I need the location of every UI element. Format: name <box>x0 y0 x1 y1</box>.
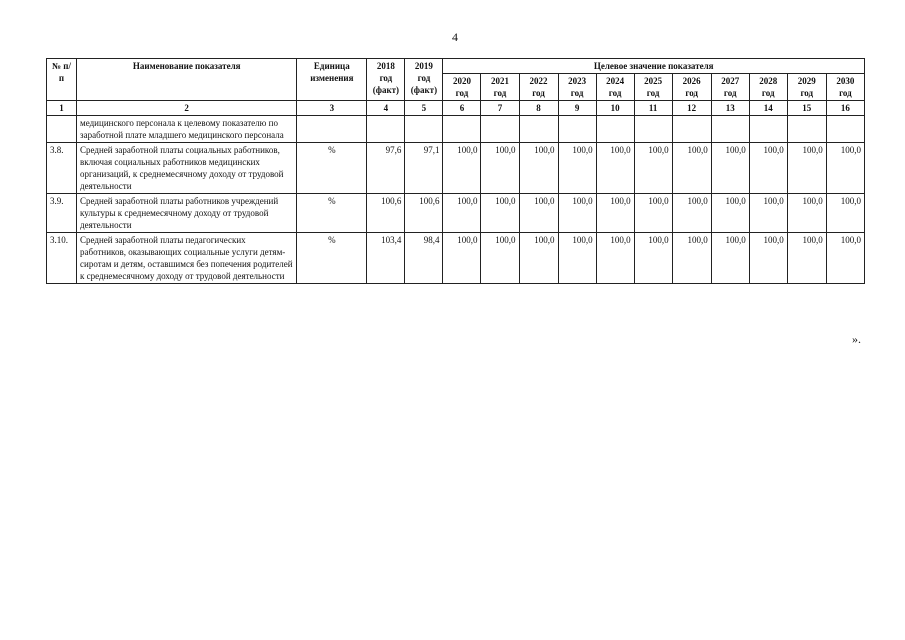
target-value: 100,0 <box>481 194 519 233</box>
index-cell: 8 <box>519 101 558 116</box>
index-cell: 11 <box>634 101 672 116</box>
target-value <box>481 116 519 143</box>
index-cell: 10 <box>596 101 634 116</box>
unit-cell: % <box>297 233 367 284</box>
target-value: 100,0 <box>596 233 634 284</box>
target-value: 100,0 <box>443 194 481 233</box>
header-year: 2028 год <box>749 74 787 101</box>
index-cell: 4 <box>367 101 405 116</box>
index-cell: 16 <box>826 101 864 116</box>
header-year: 2021 год <box>481 74 519 101</box>
header-year: 2026 год <box>672 74 711 101</box>
target-value <box>634 116 672 143</box>
target-value <box>558 116 596 143</box>
header-year: 2030 год <box>826 74 864 101</box>
index-cell: 5 <box>405 101 443 116</box>
target-value: 100,0 <box>519 233 558 284</box>
target-value: 100,0 <box>519 194 558 233</box>
row-number: 3.9. <box>47 194 77 233</box>
value-2018: 100,6 <box>367 194 405 233</box>
table-row <box>47 233 865 284</box>
row-number: 3.10. <box>47 233 77 284</box>
target-value: 100,0 <box>634 143 672 194</box>
target-value <box>711 116 749 143</box>
target-value: 100,0 <box>481 143 519 194</box>
target-value: 100,0 <box>711 233 749 284</box>
target-value: 100,0 <box>443 233 481 284</box>
target-value <box>749 116 787 143</box>
value-2019: 97,1 <box>405 143 443 194</box>
header-year: 2025 год <box>634 74 672 101</box>
value-2018: 97,6 <box>367 143 405 194</box>
indicator-name: Средней заработной платы социальных работников, включая социальных работников медицинских организаций, к среднемесячному доходу от трудовой деятельности <box>77 143 297 194</box>
header-name: Наименование показателя <box>77 59 297 101</box>
target-value: 100,0 <box>749 233 787 284</box>
page-number: 4 <box>452 30 458 44</box>
index-cell: 12 <box>672 101 711 116</box>
value-2019: 98,4 <box>405 233 443 284</box>
index-cell: 2 <box>77 101 297 116</box>
target-value: 100,0 <box>596 194 634 233</box>
index-cell: 13 <box>711 101 749 116</box>
closing-mark: ». <box>852 332 861 346</box>
header-year: 2024 год <box>596 74 634 101</box>
target-value: 100,0 <box>672 233 711 284</box>
target-value: 100,0 <box>787 233 826 284</box>
target-value: 100,0 <box>749 143 787 194</box>
row-number <box>47 116 77 143</box>
indicator-name: Средней заработной платы педагогических работников, оказывающих социальные услуги детям-сиротам и детям, оставшимся без попечения родителей к среднемесячному доходу от трудовой деятельности <box>77 233 297 284</box>
target-value: 100,0 <box>672 194 711 233</box>
target-value: 100,0 <box>558 143 596 194</box>
value-2019 <box>405 116 443 143</box>
target-value <box>672 116 711 143</box>
target-value: 100,0 <box>787 143 826 194</box>
target-value: 100,0 <box>481 233 519 284</box>
row-number: 3.8. <box>47 143 77 194</box>
index-cell: 6 <box>443 101 481 116</box>
table-row <box>47 116 865 143</box>
indicator-name: Средней заработной платы работников учреждений культуры к среднемесячному доходу от трудовой деятельности <box>77 194 297 233</box>
header-num: № п/п <box>47 59 77 101</box>
index-cell: 15 <box>787 101 826 116</box>
header-target: Целевое значение показателя <box>443 59 865 74</box>
target-value <box>443 116 481 143</box>
index-cell: 3 <box>297 101 367 116</box>
target-value <box>826 116 864 143</box>
target-value: 100,0 <box>672 143 711 194</box>
unit-cell: % <box>297 194 367 233</box>
target-value: 100,0 <box>634 233 672 284</box>
indicator-name: медицинского персонала к целевому показателю по заработной плате младшего медицинского персонала <box>77 116 297 143</box>
header-2018: 2018 год (факт) <box>367 59 405 101</box>
unit-cell <box>297 116 367 143</box>
value-2018: 103,4 <box>367 233 405 284</box>
target-value: 100,0 <box>711 143 749 194</box>
target-value: 100,0 <box>596 143 634 194</box>
header-year: 2022 год <box>519 74 558 101</box>
target-value <box>787 116 826 143</box>
target-value: 100,0 <box>787 194 826 233</box>
value-2018 <box>367 116 405 143</box>
header-year: 2029 год <box>787 74 826 101</box>
target-value <box>596 116 634 143</box>
indicator-table <box>46 58 865 284</box>
target-value: 100,0 <box>711 194 749 233</box>
index-cell: 1 <box>47 101 77 116</box>
table-row <box>47 194 865 233</box>
unit-cell: % <box>297 143 367 194</box>
target-value: 100,0 <box>558 233 596 284</box>
value-2019: 100,6 <box>405 194 443 233</box>
target-value: 100,0 <box>749 194 787 233</box>
table-row <box>47 143 865 194</box>
target-value <box>519 116 558 143</box>
header-year: 2027 год <box>711 74 749 101</box>
header-unit: Единица изменения <box>297 59 367 101</box>
target-value: 100,0 <box>826 233 864 284</box>
index-cell: 7 <box>481 101 519 116</box>
target-value: 100,0 <box>443 143 481 194</box>
target-value: 100,0 <box>826 143 864 194</box>
target-value: 100,0 <box>826 194 864 233</box>
index-cell: 9 <box>558 101 596 116</box>
header-2019: 2019 год (факт) <box>405 59 443 101</box>
target-value: 100,0 <box>634 194 672 233</box>
target-value: 100,0 <box>519 143 558 194</box>
target-value: 100,0 <box>558 194 596 233</box>
index-cell: 14 <box>749 101 787 116</box>
header-year: 2023 год <box>558 74 596 101</box>
header-year: 2020 год <box>443 74 481 101</box>
